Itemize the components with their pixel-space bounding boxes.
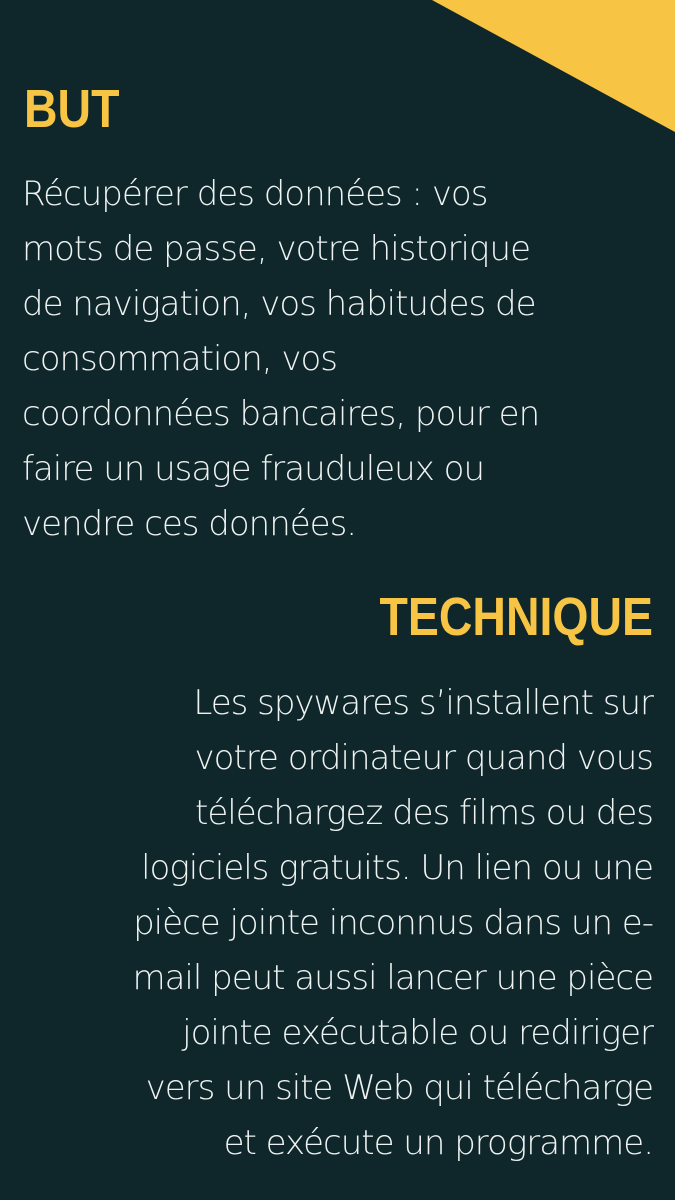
section-paragraph-but: [22, 167, 642, 552]
paragraph-line: coordonnées bancaires, pour en: [22, 394, 540, 434]
section-heading-technique: TECHNIQUE: [379, 587, 653, 647]
paragraph-line: et exécute un programme.: [223, 1123, 653, 1163]
paragraph-line: de navigation, vos habitudes de: [22, 284, 536, 324]
paragraph-line: vendre ces données.: [22, 504, 357, 544]
paragraph-line: faire un usage frauduleux ou: [22, 449, 484, 489]
paragraph-line: mots de passe, votre historique: [22, 229, 530, 269]
paragraph-line: Les spywares s’installent sur: [193, 683, 653, 723]
paragraph-line: logiciels gratuits. Un lien ou une: [141, 848, 653, 888]
paragraph-line: jointe exécutable ou rediriger: [182, 1013, 653, 1053]
paragraph-line: consommation, vos: [22, 339, 338, 379]
paragraph-line: Récupérer des données : vos: [22, 174, 488, 214]
paragraph-line: votre ordinateur quand vous: [194, 738, 653, 778]
section-heading-but: BUT: [24, 79, 120, 139]
paragraph-line: vers un site Web qui télécharge: [145, 1068, 653, 1108]
paragraph-line: pièce jointe inconnus dans un e-: [133, 903, 653, 943]
section-paragraph-technique: [33, 676, 653, 1171]
paragraph-line: mail peut aussi lancer une pièce: [132, 958, 653, 998]
paragraph-line: téléchargez des films ou des: [195, 793, 653, 833]
